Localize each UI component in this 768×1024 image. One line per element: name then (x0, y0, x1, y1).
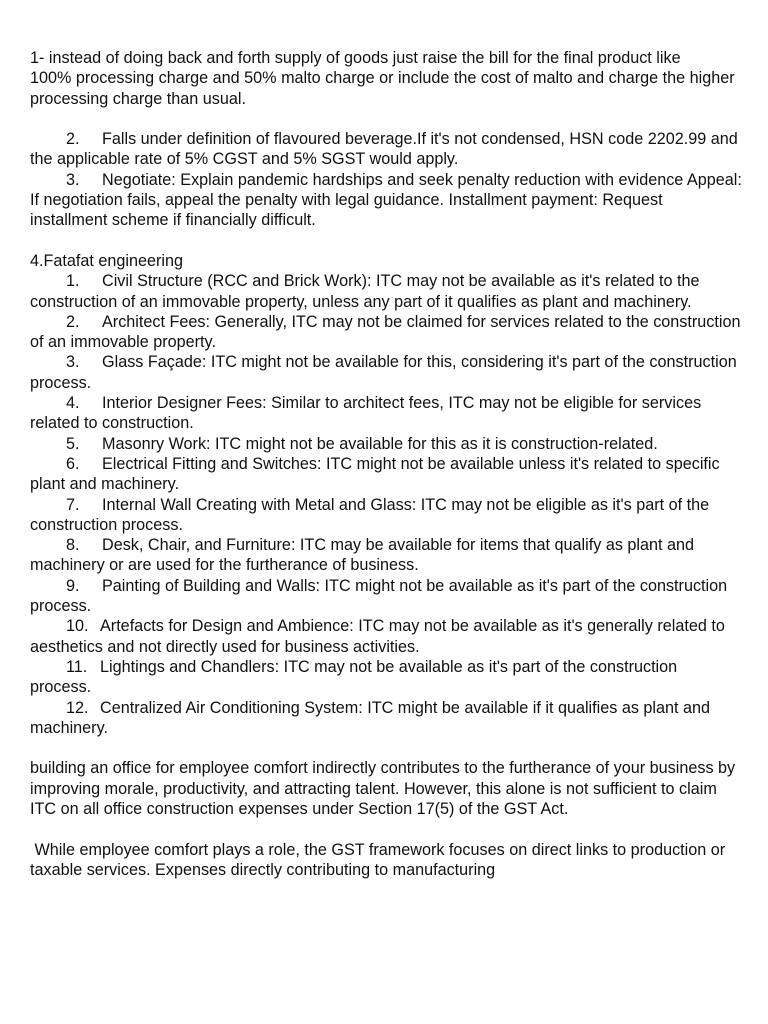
list-item-text: Masonry Work: ITC might not be available for this as it is construction-related. (102, 434, 658, 453)
closing-paragraph-1: building an office for employee comfort indirectly contributes to the furtherance of your business by improving morale, productivity, and attracting talent. However, this alone is not sufficient to claim ITC on all office construction expenses under Section 17(5) of the GST Act. (30, 759, 736, 818)
list-item (30, 657, 742, 698)
list-item-number: 6. (66, 454, 80, 473)
list-item (30, 454, 742, 495)
list-item-number: 7. (66, 495, 80, 514)
list-item (30, 312, 742, 353)
intro-line-1: 1- instead of doing back and forth supply of goods just raise the bill for the final product like (30, 49, 681, 67)
closing-paragraph-2: While employee comfort plays a role, the GST framework focuses on direct links to production or taxable services. Expenses directly contributing to manufacturing (30, 840, 730, 879)
spacer (30, 109, 742, 129)
list-item-text: Lightings and Chandlers: ITC may not be available as it's part of the construction process. (30, 657, 678, 697)
list-item-number: 10. (66, 617, 89, 636)
spacer (30, 738, 742, 758)
list-item (30, 535, 742, 576)
answer-3-number: 3. (66, 170, 80, 189)
list-item (30, 495, 742, 536)
answer-2-number: 2. (66, 130, 80, 149)
list-item-number: 11. (66, 657, 88, 676)
list-item-number: 9. (66, 576, 80, 595)
list-item-number: 1. (66, 272, 80, 291)
list-item (30, 698, 742, 739)
document-body (30, 48, 742, 880)
spacer (30, 231, 742, 251)
list-item (30, 393, 742, 434)
list-item-text: Architect Fees: Generally, ITC may not be claimed for services related to the construction of an immovable property. (30, 312, 741, 352)
list-item (30, 616, 742, 657)
list-item (30, 576, 742, 617)
list-item-text: Civil Structure (RCC and Brick Work): ITC may not be available as it's related to the construction of an immovable property, unless any part of it qualifies as plant and machinery. (30, 272, 700, 311)
list-item-number: 5. (66, 434, 80, 453)
list-item-number: 8. (66, 536, 80, 555)
list-item-text: Painting of Building and Walls: ITC might not be available as it's part of the construction process. (30, 576, 728, 616)
answer-3 (30, 170, 742, 231)
list-item-number: 2. (66, 312, 80, 331)
list-item-number: 12. (66, 698, 89, 717)
list-item (30, 352, 742, 393)
answer-2 (30, 129, 742, 170)
list-item-text: Electrical Fitting and Switches: ITC might not be available unless it's related to specific plant and machinery. (30, 454, 720, 494)
answer-2-text: Falls under definition of flavoured beverage.If it's not condensed, HSN code 2202.99 and the applicable rate of 5% CGST and 5% SGST would apply. (30, 130, 738, 169)
section-4-heading: 4.Fatafat engineering (30, 251, 183, 270)
list-item-text: Artefacts for Design and Ambience: ITC may not be available as it's generally related to aesthetics and not directly used for business activities. (30, 617, 725, 656)
intro-line-2: 100% processing charge and 50% malto charge or include the cost of malto and charge the higher processing charge than usual. (30, 69, 735, 108)
list-item-text: Internal Wall Creating with Metal and Glass: ITC may not be eligible as it's part of the construction process. (30, 495, 710, 534)
list-item (30, 434, 742, 454)
list-item-text: Glass Façade: ITC might not be available for this, considering it's part of the construction process. (30, 353, 737, 392)
answer-3-text: Negotiate: Explain pandemic hardships and seek penalty reduction with evidence Appeal: If negotiation fails, appeal the penalty with legal guidance. Installment payment: Request installment scheme if financially difficult. (30, 170, 742, 230)
list-item-text: Centralized Air Conditioning System: ITC might be available if it qualifies as plant and machinery. (30, 698, 711, 737)
list-item-text: Desk, Chair, and Furniture: ITC may be available for items that qualify as plant and machinery or are used for the furtherance of business. (30, 536, 695, 575)
list-item-number: 4. (66, 394, 80, 413)
list-item (30, 271, 742, 312)
spacer (30, 819, 742, 839)
list-item-number: 3. (66, 353, 80, 372)
list-item-text: Interior Designer Fees: Similar to architect fees, ITC may not be eligible for services related to construction. (30, 394, 702, 433)
